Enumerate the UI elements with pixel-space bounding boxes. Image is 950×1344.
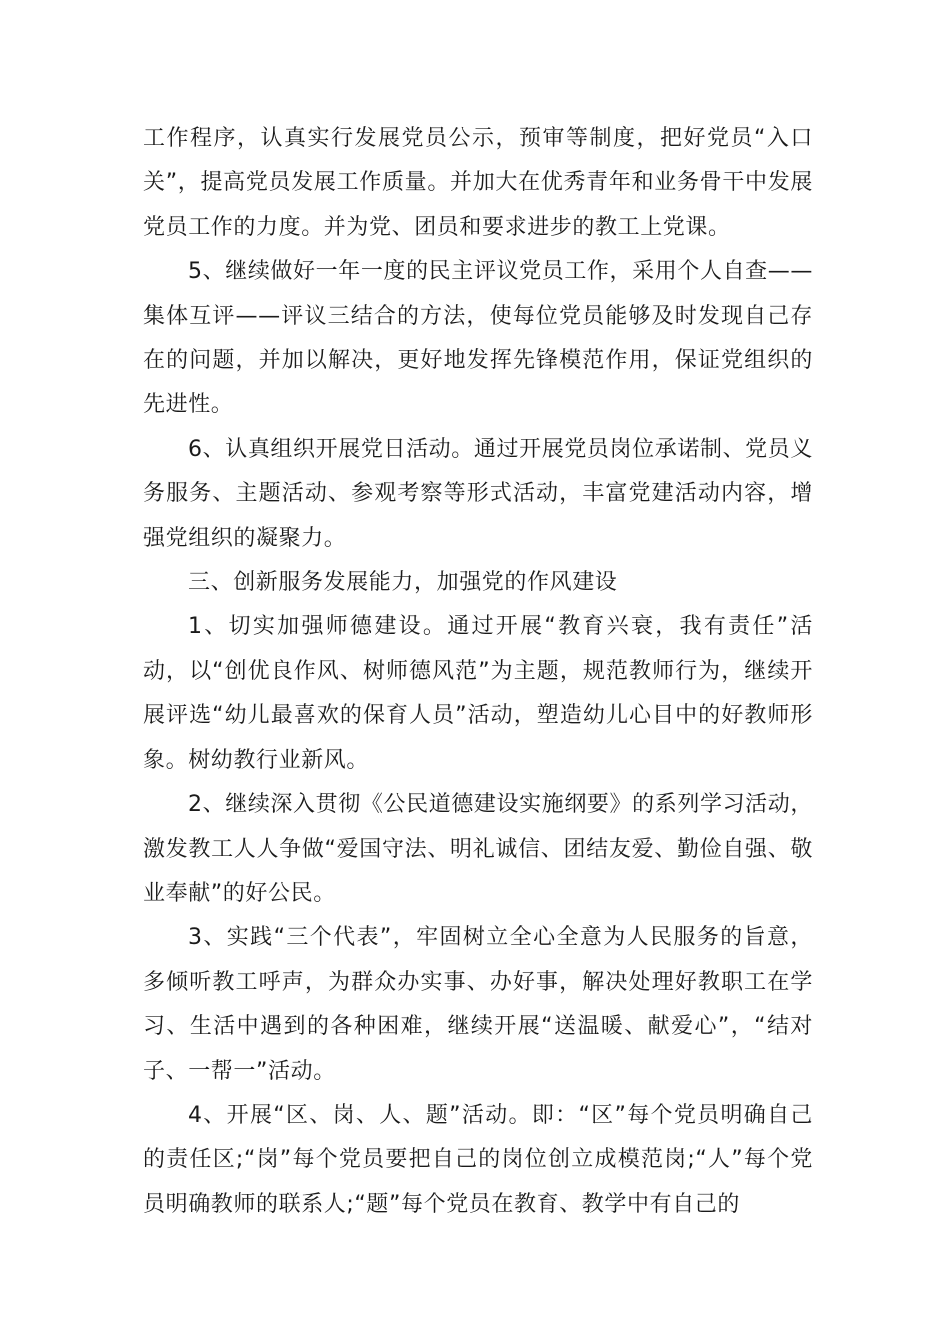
- paragraph-2: 5、继续做好一年一度的民主评议党员工作，采用个人自查——集体互评——评议三结合的方法，使每位党员能够及时发现自己存在的问题，并加以解决，更好地发挥先锋模范作用，保证党组织的先进性。: [143, 259, 813, 418]
- paragraph-8: 4、开展“区、岗、人、题”活动。即：“区”每个党员明确自己的责任区;“岗”每个党员要把自己的岗位创立成模范岗;“人”每个党员明确教师的联系人;“题”每个党员在教育、教学中有自己的: [143, 1102, 813, 1217]
- paragraph-1: 工作程序，认真实行发展党员公示，预审等制度，把好党员“入口关”，提高党员发展工作质量。并加大在优秀青年和业务骨干中发展党员工作的力度。并为党、团员和要求进步的教工上党课。: [143, 126, 813, 240]
- paragraph-5: 1、切实加强师德建设。通过开展“教育兴衰，我有责任”活动，以“创优良作风、树师德风范”为主题，规范教师行为，继续开展评选“幼儿最喜欢的保育人员”活动，塑造幼儿心目中的好教师形象。树幼教行业新风。: [143, 614, 813, 773]
- paragraph-3: 6、认真组织开展党日活动。通过开展党员岗位承诺制、党员义务服务、主题活动、参观考察等形式活动，丰富党建活动内容，增强党组织的凝聚力。: [143, 436, 813, 551]
- document-body: [143, 117, 813, 1227]
- section-heading: 三、创新服务发展能力，加强党的作风建设: [188, 570, 618, 596]
- paragraph-7: 3、实践“三个代表”，牢固树立全心全意为人民服务的旨意，多倾听教工呼声，为群众办实事、办好事，解决处理好教职工在学习、生活中遇到的各种困难，继续开展“送温暖、献爱心”，“结对子、一帮一”活动。: [143, 925, 813, 1084]
- paragraph-6: 2、继续深入贯彻《公民道德建设实施纲要》的系列学习活动，激发教工人人争做“爱国守法、明礼诚信、团结友爱、勤俭自强、敬业奉献”的好公民。: [143, 792, 813, 906]
